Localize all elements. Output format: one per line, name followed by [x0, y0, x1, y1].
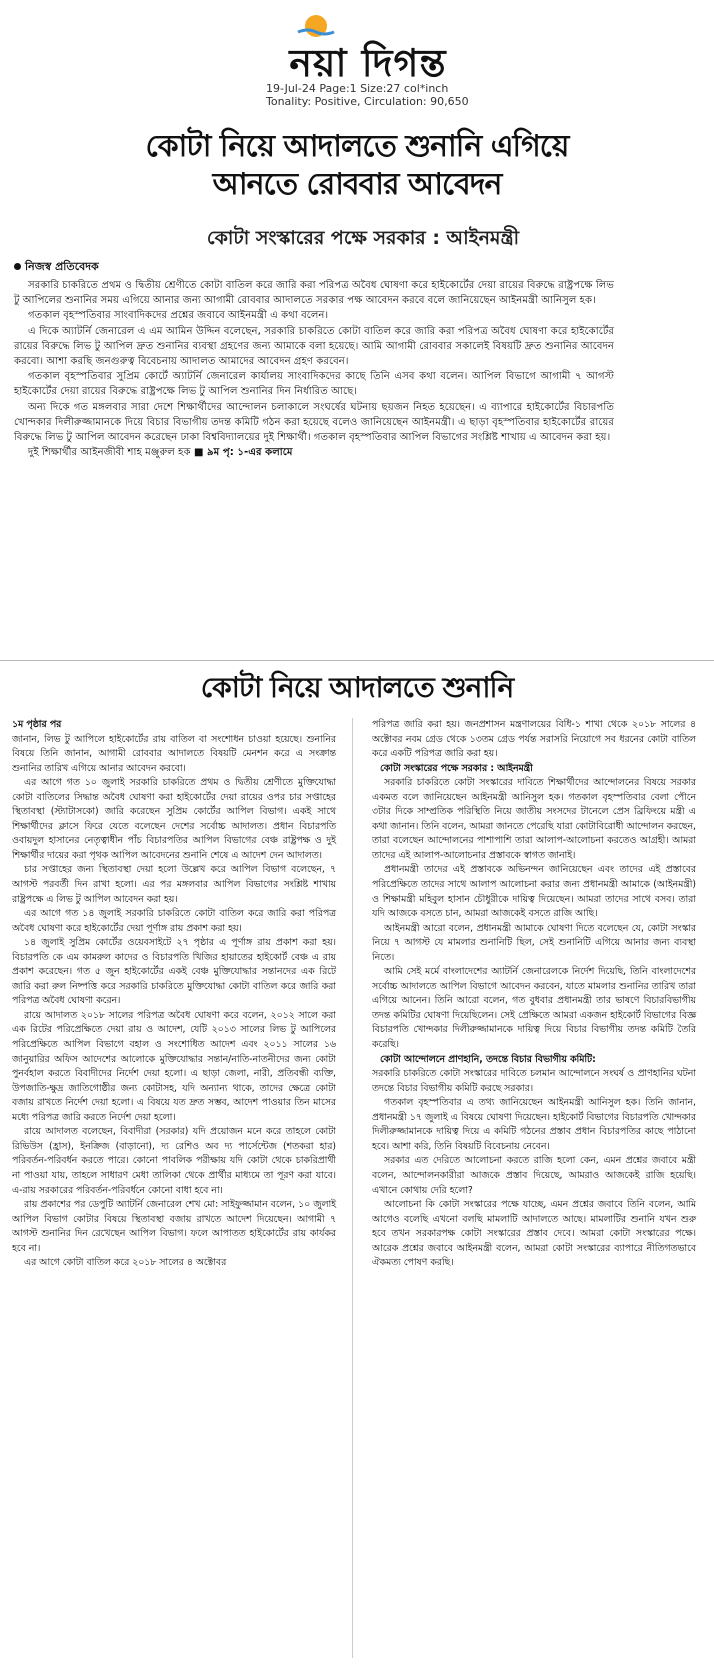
byline — [14, 258, 99, 277]
column-paragraph: আইনমন্ত্রী আরো বলেন, প্রধানমন্ত্রী আমাকে ঘোষণা দিতে বলেছেন যে, কোটা সংস্কার নিয়ে ৭ আগস্ট যে মামলার শুনানিটি ছিল, সেই শুনানিটি এগিয়ে আনার জন্য ব্যবস্থা নিতে। — [372, 922, 696, 963]
lead-paragraph: সরকারি চাকরিতে প্রথম ও দ্বিতীয় শ্রেণীতে কোটা বাতিল করে জারি করা পরিপত্র অবৈধ ঘোষণা করে হাইকোর্টের দেয়া রায়ের বিরুদ্ধে রাষ্ট্রপক্ষে লিভ টু আপিলের শুনানির সময় এগিয়ে আনার জন্য আগামী রোববার আদালতে সরকার পক্ষ আবেদন করবে বলে জানিয়েছেন আইনমন্ত্রী আনিসুল হক। — [14, 280, 614, 307]
headline-line-2: আনতে রোববার আবেদন — [212, 167, 502, 202]
section-heading: কোটা সংস্কারের পক্ষে সরকার : আইনমন্ত্রী — [380, 762, 533, 774]
left-column — [12, 718, 336, 1271]
headline-line-1: কোটা নিয়ে আদালতে শুনানি এগিয়ে — [145, 129, 569, 164]
column-paragraph: রায়ে আদালত বলেছেন, বিবাদীরা (সরকার) যদি প্রয়োজন মনে করে তাহলে কোটা রিভিউস (হ্রাস), ইনক্রিজ (বাড়ানো), দ্য রেশিও অব দ্য পার্সেন্টেজ (শতকরা হার) পরিবর্তন-পরিবর্ধন করতে পারে। কোনো পাবলিক পরীক্ষায় যদি কোটা থেকে চাকরিপ্রার্থী না পাওয়া যায়, তাহলে সাধারণ মেধা তালিকা থেকে প্রার্থীর মাধ্যমে তা পূরণ করা যাবে। এ-রায় সরকারের পরিবর্তন-পরিবর্ধনে কোনো বাধা হবে না। — [12, 1126, 336, 1196]
column-paragraph: এর আগে গত ১০ জুলাই সরকারি চাকরিতে প্রথম ও দ্বিতীয় শ্রেণীতে মুক্তিযোদ্ধা কোটা বাতিলের সিদ্ধান্ত অবৈধ ঘোষণা করা হাইকোর্টের দেয়া রায়ের ওপর চার সপ্তাহের স্থিতাবস্থা (স্ট্যাটাসকো) জারি করেছেন সুপ্রিম কোর্টের আপিল বিভাগ। একই সাথে শিক্ষার্থীদের ক্লাসে ফিরে যেতে বলেছেন দেশের সর্বোচ্চ আদালত। প্রধান বিচারপতি ওবায়দুল হাসানের নেতৃত্বাধীন পাঁচ বিচারপতির আপিল বিভাগের বেঞ্চ রাষ্ট্রপক্ষ ও দুই শিক্ষার্থীর দায়ের করা পৃথক আপিল আবেদনের শুনানি শেষে এ আদেশ দেন আদালত। — [12, 777, 336, 861]
column-paragraph: এর আগে কোটা বাতিল করে ২০১৮ সালের ৪ অক্টোবর — [24, 1257, 227, 1269]
meta-line-1: 19-Jul-24 Page:1 Size:27 col*inch — [266, 82, 449, 95]
column-rule — [352, 718, 353, 1658]
lead-paragraph: গতকাল বৃহস্পতিবার সাংবাদিকদের প্রশ্নের জবাবে আইনমন্ত্রী এ কথা বলেন। — [28, 310, 329, 322]
lead-last-text: দুই শিক্ষার্থীর আইনজীবী শাহ মঞ্জুরুল হক — [28, 447, 191, 459]
section-heading: কোটা আন্দোলনে প্রাণহানি, তদন্তে বিচার বিভাগীয় কমিটি: — [380, 1053, 596, 1065]
column-paragraph: ১৪ জুলাই সুপ্রিম কোর্টের ওয়েবসাইটে ২৭ পৃষ্ঠার এ পূর্ণাঙ্গ রায় প্রকাশ করা হয়। বিচারপতি কে এম কামরুল কাদের ও বিচারপতি খিজির হায়াতের হাইকোর্ট বেঞ্চ এ রায় প্রকাশ করেছেন। গত ৫ জুন হাইকোর্টের একই বেঞ্চ মুক্তিযোদ্ধার সন্তানদের এক রিটে জারি করা রুল নিষ্পত্তি করে সরকারি চাকরিতে মুক্তিযোদ্ধা কোটা বাতিল করে জারি করা পরিপত্র অবৈধ ঘোষণা করেন। — [12, 937, 336, 1007]
column-paragraph: আলোচনা কি কোটা সংস্কারের পক্ষে যাচ্ছে, এমন প্রশ্নের জবাবে তিনি বলেন, আমি আগেও বলেছি এখনো বলছি মামলাটি আদালতে আছে। মামলাটির শুনানি যখন শুরু হবে তখন সরকারপক্ষ কোটা সংস্কারের প্রস্তাব দেবে। আমরা কোটা সংস্কারের পক্ষে। আরেক প্রশ্নের জবাবে আইনমন্ত্রী বলেন, আমরা কোটা সংস্কারের ব্যাপারে নীতিগতভাবে ঐকমত্য পোষণ করছি। — [372, 1199, 696, 1269]
column-paragraph: রায় প্রকাশের পর ডেপুটি অ্যাটর্নি জেনারেল শেখ মো: সাইফুজ্জামান বলেন, ১০ জুলাই আপিল বিভাগ কোটার বিষয়ে স্থিতাবস্থা বজায় রাখতে আদেশ দিয়েছেন। আগামী ৭ আগস্ট শুনানির দিন রেখেছেন আপিল বিভাগ। ফলে আপাতত হাইকোর্টের রায় কার্যকর হবে না। — [12, 1199, 336, 1254]
headline — [0, 128, 714, 204]
column-paragraph: গতকাল বৃহস্পতিবার এ তথ্য জানিয়েছেন আইনমন্ত্রী আনিসুল হক। তিনি জানান, প্রধানমন্ত্রী ১৭ জুলাই এ বিষয়ে ঘোষণা দিয়েছেন। হাইকোর্ট বিভাগের বিচারপতি খোন্দকার দিলীরুজ্জামানকে দায়িত্ব দিয়ে এ কমিটি গঠনের প্রস্তাব প্রধান বিচারপতির কাছে পাঠানো হবে। আশা করি, তিনি বিষয়টি বিবেচনায় নেবেন। — [372, 1097, 696, 1152]
lead-paragraph: এ দিকে অ্যাটর্নি জেনারেল এ এম আমিন উদ্দিন বলেছেন, সরকারি চাকরিতে কোটা বাতিল করে জারি করা পরিপত্র অবৈধ ঘোষণা করে হাইকোর্টের রায়ের বিরুদ্ধে লিভ টু আপিল দ্রুত শুনানির ব্যবস্থা গ্রহণের জন্য আমাকে বলা হয়েছে। আমি আগামী রোববার সকালেই বিষয়টি দ্রুত শুনানির আবেদন করবো। আশা করছি জনগুরুত্ব বিবেচনায় আদালত আমাদের আবেদন গ্রহণ করবেন। — [14, 325, 614, 368]
bullet-icon — [14, 263, 21, 270]
column-paragraph: সরকারি চাকরিতে কোটা সংস্কারের দাবিতে শিক্ষার্থীদের আন্দোলনের বিষয়ে সরকার একমত বলে জানিয়েছেন আইনমন্ত্রী আনিসুল হক। গতকাল বৃহস্পতিবার বেলা পৌনে ৩টার দিকে সাম্প্রতিক পরিস্থিতি নিয়ে জাতীয় সংসদের টানেলে প্রেস ব্রিফিংয়ে মন্ত্রী এ কথা জানান। তিনি বলেন, আমরা জানতে পেরেছি যারা কোটাবিরোধী আন্দোলন করছেন, তারা বলেছেন আন্দোলনের পাশাপাশি তারা আলাপ-আলোচনা করতেও আগ্রহী। আমরা তাদের এই আলাপ-আলোচনার প্রস্তাবকে স্বাগত জানাই। — [372, 777, 696, 861]
column-paragraph: সরকার এত দেরিতে আলোচনা করতে রাজি হলো কেন, এমন প্রশ্নের জবাবে মন্ত্রী বলেন, আন্দোলনকারীরা আজকে প্রস্তাব দিয়েছে, আমরাও আজকেই রাজি হয়েছি। এখানে কোথায় দেরি হলো? — [372, 1155, 696, 1196]
meta-line-2: Tonality: Positive, Circulation: 90,650 — [266, 95, 469, 108]
clipping-meta — [266, 82, 469, 108]
continuation-headline: কোটা নিয়ে আদালতে শুনানি — [200, 671, 514, 704]
lead-paragraph: অন্য দিকে গত মঙ্গলবার সারা দেশে শিক্ষার্থীদের আন্দোলন চলাকালে সংঘর্ষের ঘটনায় ছয়জন নিহত হয়েছেন। এ ব্যাপারে হাইকোর্টের বিচারপতি খোন্দকার দিলীরুজ্জামানকে দিয়ে বিচার বিভাগীয় তদন্ত কমিটি গঠন করা হয়েছে বলেও জানিয়েছেন আইনমন্ত্রী। এ ছাড়া বৃহস্পতিবার হাইকোর্টের রায়ের বিরুদ্ধে লিভ টু আপিল আবেদন করেছেন ঢাকা বিশ্ববিদ্যালয়ের দুই শিক্ষার্থী। গতকাল বৃহস্পতিবার আপিল বিভাগের সংশ্লিষ্ট শাখায় এ আবেদন করা হয়। — [14, 401, 614, 444]
logo-text: নয়া দিগন্ত — [289, 41, 447, 85]
column-paragraph: এর আগে গত ১৪ জুলাই সরকারি চাকরিতে কোটা বাতিল করে জারি করা পরিপত্র অবৈধ ঘোষণা করে হাইকোর্টের দেয়া পূর্ণাঙ্গ রায় প্রকাশ করা হয়। — [12, 908, 336, 934]
lead-paragraph: গতকাল বৃহস্পতিবার সুপ্রিম কোর্টে অ্যাটর্নি জেনারেল কার্যালয় সাংবাদিকদের কাছে তিনি এসব কথা বলেন। আপিল বিভাগে আগামী ৭ আগস্ট হাইকোর্টের দেয়া রায়ের বিরুদ্ধে রাষ্ট্রপক্ষে লিভ টু আপিল শুনানির দিন নির্ধারিত আছে। — [14, 371, 614, 398]
jump-kicker: ১ম পৃষ্ঠার পর — [12, 719, 62, 730]
column-paragraph: প্রধানমন্ত্রী তাদের এই প্রস্তাবকে অভিনন্দন জানিয়েছেন এবং তাদের এই প্রস্তাবের পরিপ্রেক্ষিতে তাদের সাথে আলাপ আলোচনা করার জন্য প্রধানমন্ত্রী আমাকে (আইনমন্ত্রী) ও শিক্ষামন্ত্রী মহিবুল হাসান চৌধুরীকে দায়িত্ব দিয়েছেন। আমরা তাদের সাথে বসব। তারা যদি আজকে বসতে চান, আমরা আজকেই বসতে রাজি আছি। — [372, 864, 696, 920]
jump-reference: ■ ৯ম পৃ: ১-এর কলামে — [193, 447, 293, 459]
column-paragraph: চার সপ্তাহের জন্য স্থিতাবস্থা দেয়া হলো উল্লেখ করে আপিল বিভাগ বলেছেন, ৭ আগস্ট পরবর্তী দিন রাখা হলো। এর পর মঙ্গলবার আপিল বিভাগের সংশ্লিষ্ট শাখায় রাষ্ট্রপক্ষে এ লিভ টু আপিল আবেদন করা হয়। — [12, 864, 336, 905]
lead-article-body — [14, 278, 614, 460]
lead-paragraph-last — [14, 445, 614, 460]
byline-text: নিজস্ব প্রতিবেদক — [25, 260, 99, 273]
column-paragraph: জানান, লিভ টু আপিলে হাইকোর্টের রায় বাতিল বা সংশোধন চাওয়া হয়েছে। শুনানির বিষয়ে তিনি জানান, আগামী রোববার আদালতে বিষয়টি মেনশন করে এ সংক্রান্ত শুনানির তারিখ এগিয়ে আনার আবেদন করবো। — [12, 733, 336, 774]
section-divider — [0, 660, 714, 661]
right-column — [372, 718, 696, 1271]
subheadline: কোটা সংস্কারের পক্ষে সরকার : আইনমন্ত্রী — [206, 227, 520, 249]
masthead-logo — [228, 8, 508, 85]
column-paragraph: পরিপত্র জারি করা হয়। জনপ্রশাসন মন্ত্রণালয়ের বিধি-১ শাখা থেকে ২০১৮ সালের ৪ অক্টোবর নবম গ্রেড থেকে ১৩তম গ্রেড পর্যন্ত সরাসরি নিয়োগে সব ধরনের কোটা বাতিল করে একটি পরিপত্র জারি করা হয়। — [372, 719, 696, 760]
column-paragraph: সরকারি চাকরিতে কোটা সংস্কারের দাবিতে চলমান আন্দোলনে সংঘর্ষ ও প্রাণহানির ঘটনা তদন্তে বিচার বিভাগীয় কমিটি করছে সরকার। — [372, 1068, 696, 1094]
column-paragraph: আমি সেই মর্মে বাংলাদেশের অ্যাটর্নি জেনারেলকে নির্দেশ দিয়েছি, তিনি বাংলাদেশের সর্বোচ্চ আদালতে আপিল বিভাগে আবেদন করবেন, যাতে মামলার শুনানির তারিখ তারা এগিয়ে আনেন। তিনি আরো বলেন, গত বুধবার প্রধানমন্ত্রী তার ভাষণে বিচারবিভাগীয় তদন্ত কমিটির ঘোষণা দিয়েছিলেন। সেই প্রেক্ষিতে আমরা একজন হাইকোর্ট বিভাগের বিজ্ঞ বিচারপতি খোন্দকার দিলীরুজ্জামানকে দায়িত্ব দিয়ে বিচার বিভাগীয় তদন্ত কমিটি তৈরি করেছি। — [372, 966, 696, 1051]
column-paragraph: রায়ে আদালত ২০১৮ সালের পরিপত্র অবৈধ ঘোষণা করে বলেন, ২০১২ সালে করা এক রিটের পরিপ্রেক্ষিতে দেয়া রায় ও আদেশ, যেটি ২০১৩ সালের লিভ টু আপিলের পরিপ্রেক্ষিতে আপিল বিভাগে বহাল ও সংশোধিত আদেশ এবং ২০১১ সালের ১৬ জানুয়ারির অফিস আদেশের আলোকে মুক্তিযোদ্ধার সন্তান/নাতি-নাতনীদের জন্য কোটা পুনর্বহাল করতে বিবাদীদের নির্দেশ দেয়া হলো। এ ছাড়া জেলা, নারী, প্রতিবন্ধী ব্যক্তি, উপজাতি-ক্ষুদ্র জাতিগোষ্ঠীর জন্য কোটাসহ, যদি অন্যান্য থাকে, তাদের ক্ষেত্রে কোটা বজায় রাখতে নির্দেশ দেয়া হলো। এ বিষয়ে যত দ্রুত সম্ভব, আদেশ পাওয়ার তিন মাসের মধ্যে পরিপত্র জারি করতে নির্দেশ দেয়া হলো। — [12, 1009, 336, 1123]
